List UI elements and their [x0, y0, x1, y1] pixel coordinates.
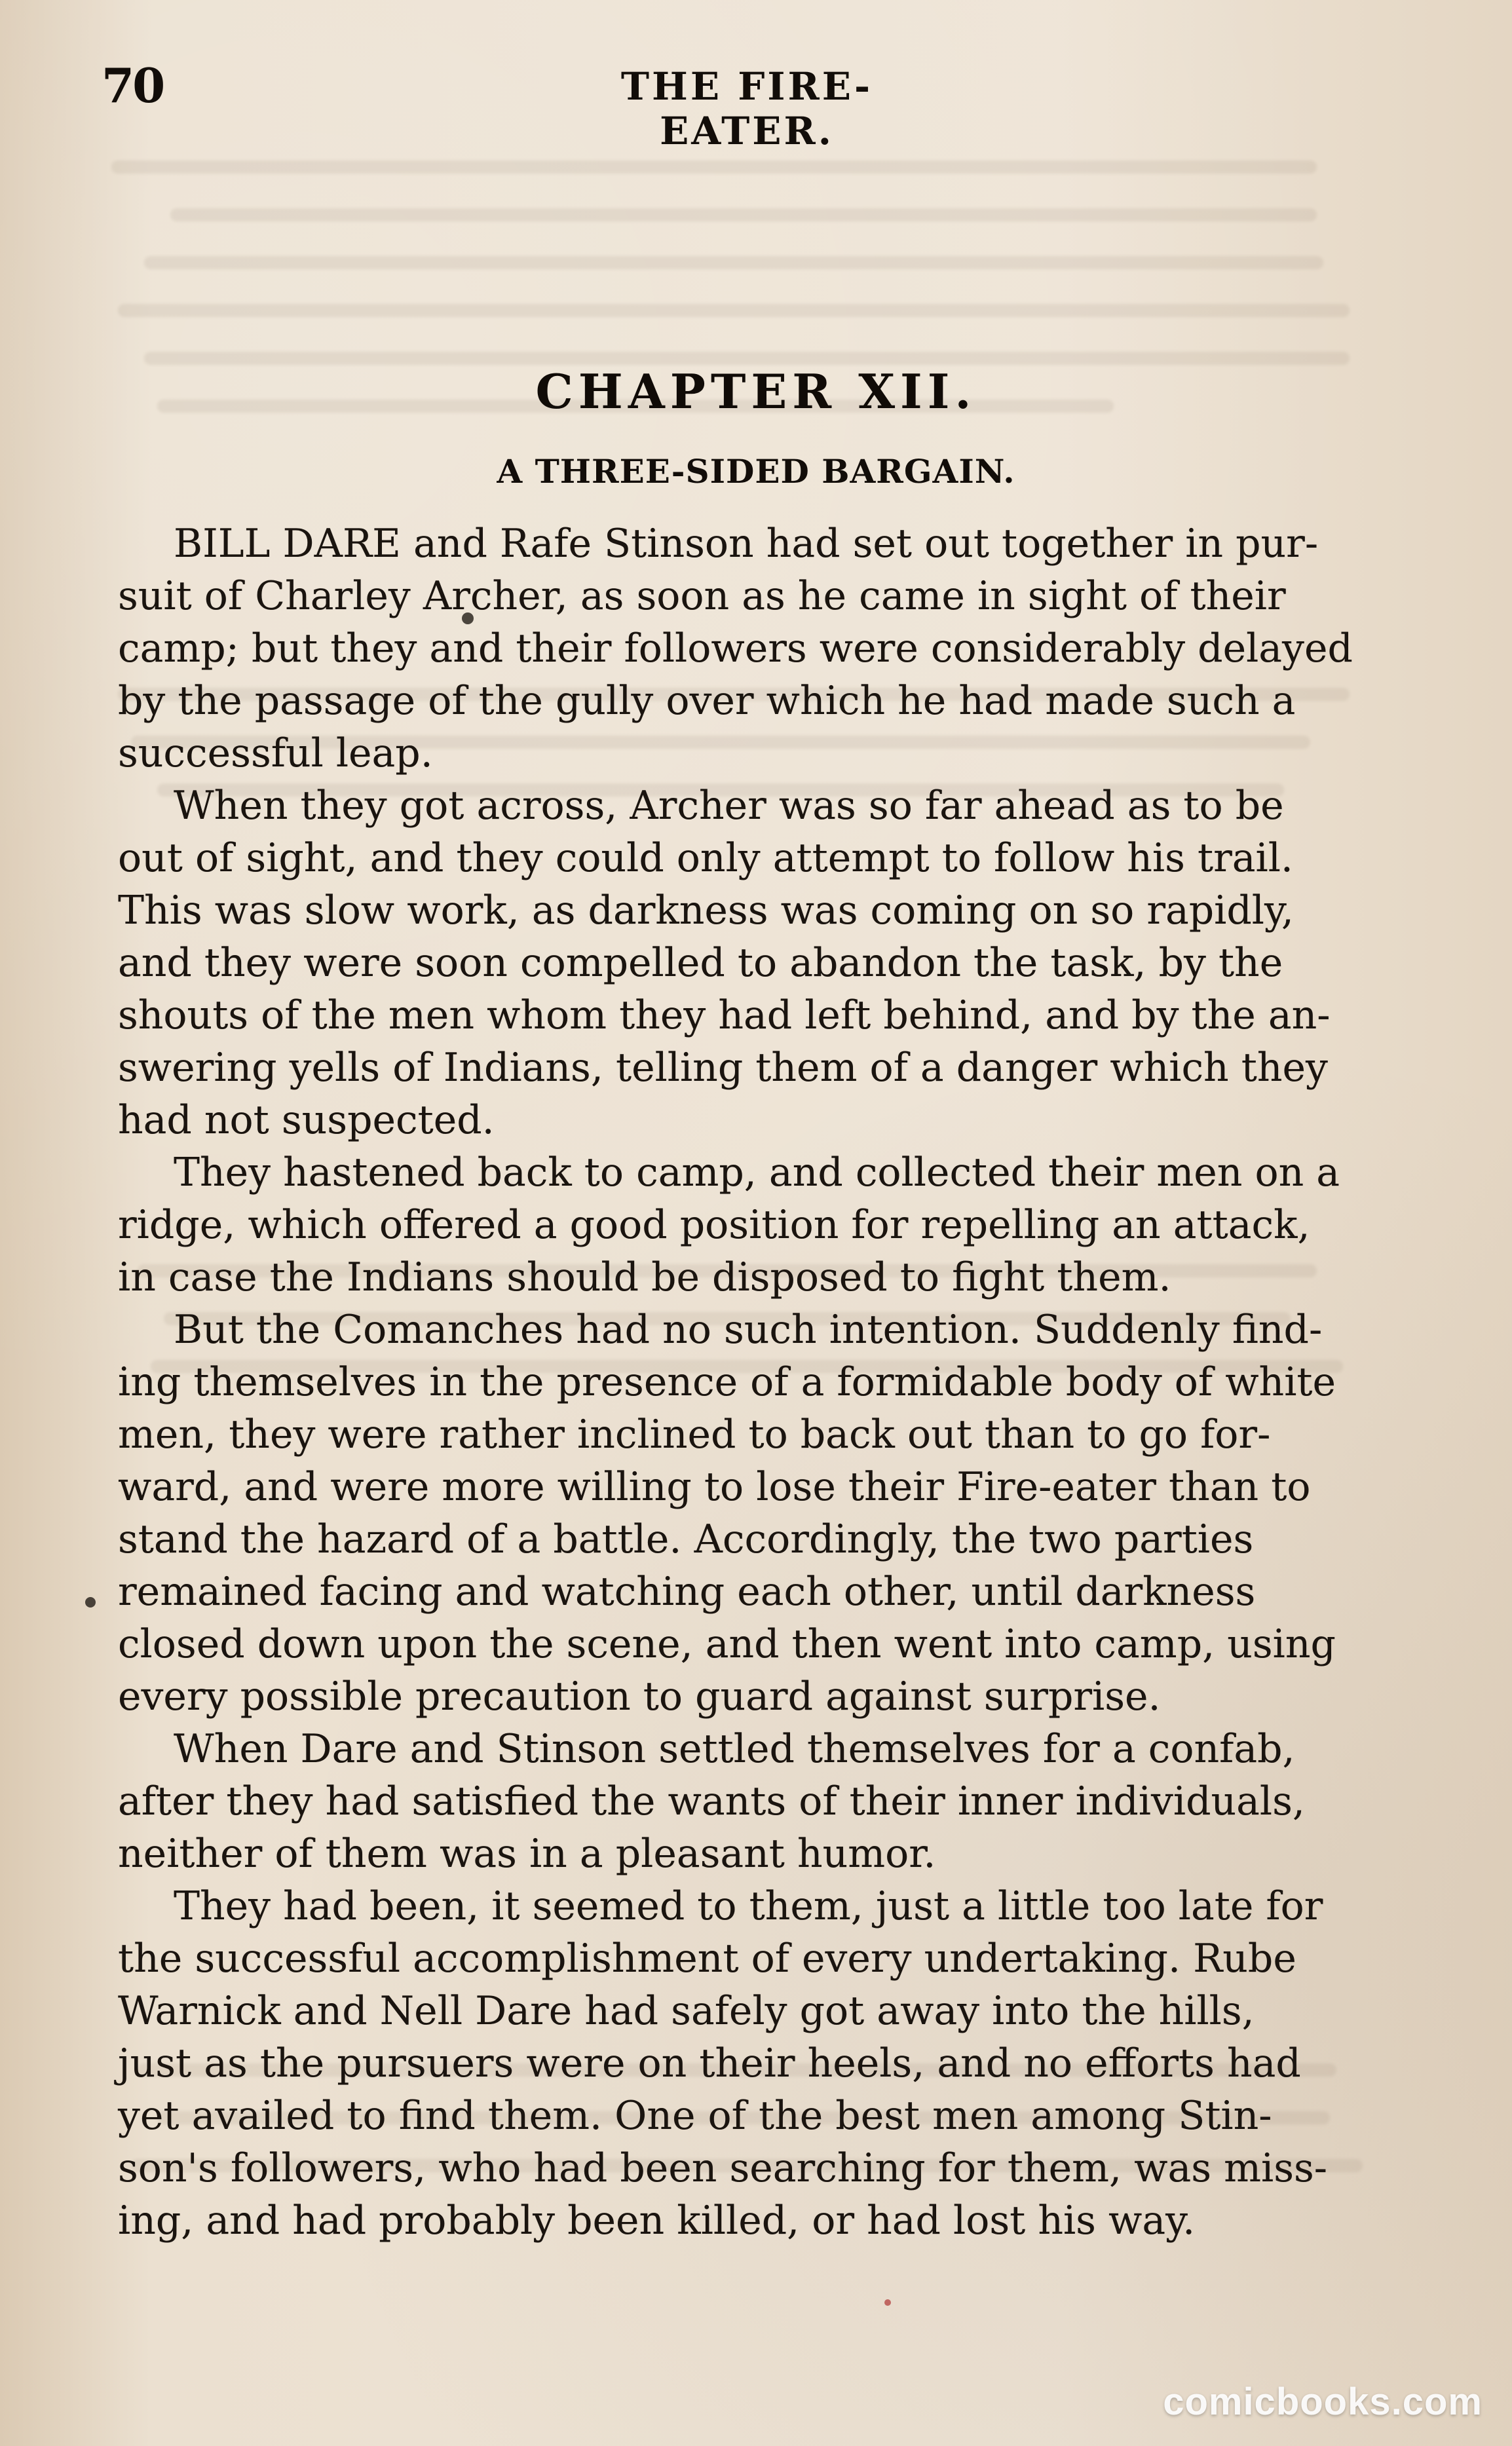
chapter-title: CHAPTER XII. — [535, 364, 977, 419]
text-line: When they got across, Archer was so far ahead as to be — [174, 783, 1284, 829]
page-header — [0, 46, 1512, 153]
text-line: Warnick and Nell Dare had safely got away into the hills, — [118, 1988, 1255, 2034]
text-line: yet availed to find them. One of the best men among Stin- — [118, 2093, 1272, 2139]
page-number: 70 — [102, 58, 164, 113]
text-line: by the passage of the gully over which he had made such a — [118, 678, 1296, 724]
running-head: THE FIRE-EATER. — [620, 64, 873, 153]
text-line: closed down upon the scene, and then went into camp, using — [118, 1621, 1336, 1667]
text-line: ing themselves in the presence of a formidable body of white — [118, 1359, 1336, 1405]
text-line: BILL DARE and Rafe Stinson had set out together in pur- — [174, 521, 1319, 567]
text-line: in case the Indians should be disposed to fight them. — [118, 1254, 1171, 1300]
text-line: ing, and had probably been killed, or had lost his way. — [118, 2198, 1196, 2244]
site-watermark: comicbooks.com — [1163, 2380, 1483, 2423]
text-line: had not suspected. — [118, 1097, 495, 1143]
text-line: just as the pursuers were on their heels, and no efforts had — [118, 2041, 1301, 2086]
text-line: successful leap. — [118, 730, 433, 776]
text-line: camp; but they and their followers were considerably delayed — [118, 626, 1353, 671]
chapter-subtitle: A THREE-SIDED BARGAIN. — [497, 452, 1015, 491]
text-line: remained facing and watching each other, until darkness — [118, 1569, 1256, 1615]
ink-smudge — [85, 1597, 96, 1608]
text-line: suit of Charley Archer, as soon as he came in sight of their — [118, 573, 1286, 619]
text-line: swering yells of Indians, telling them of a danger which they — [118, 1045, 1328, 1091]
text-line: neither of them was in a pleasant humor. — [118, 1831, 936, 1877]
text-line: after they had satisfied the wants of their inner individuals, — [118, 1778, 1305, 1824]
text-line: men, they were rather inclined to back out than to go for- — [118, 1412, 1271, 1458]
text-line: When Dare and Stinson settled themselves for a confab, — [174, 1726, 1295, 1772]
text-line: ridge, which offered a good position for repelling an attack, — [118, 1202, 1310, 1248]
ink-smudge — [884, 2299, 891, 2306]
text-line: They hastened back to camp, and collected their men on a — [174, 1150, 1340, 1195]
text-line: and they were soon compelled to abandon the task, by the — [118, 940, 1283, 986]
text-line: stand the hazard of a battle. Accordingly, the two parties — [118, 1516, 1254, 1562]
text-line: out of sight, and they could only attempt to follow his trail. — [118, 835, 1293, 881]
text-line: This was slow work, as darkness was coming on so rapidly, — [118, 888, 1294, 933]
text-line: the successful accomplishment of every undertaking. Rube — [118, 1936, 1296, 1982]
text-line: son's followers, who had been searching for them, was miss- — [118, 2145, 1328, 2191]
text-line: shouts of the men whom they had left behind, and by the an- — [118, 992, 1331, 1038]
text-line: ward, and were more willing to lose their Fire-eater than to — [118, 1464, 1311, 1510]
text-line: every possible precaution to guard against surprise. — [118, 1674, 1161, 1720]
text-line: But the Comanches had no such intention. Suddenly find- — [174, 1307, 1323, 1353]
text-line: They had been, it seemed to them, just a little too late for — [174, 1883, 1323, 1929]
